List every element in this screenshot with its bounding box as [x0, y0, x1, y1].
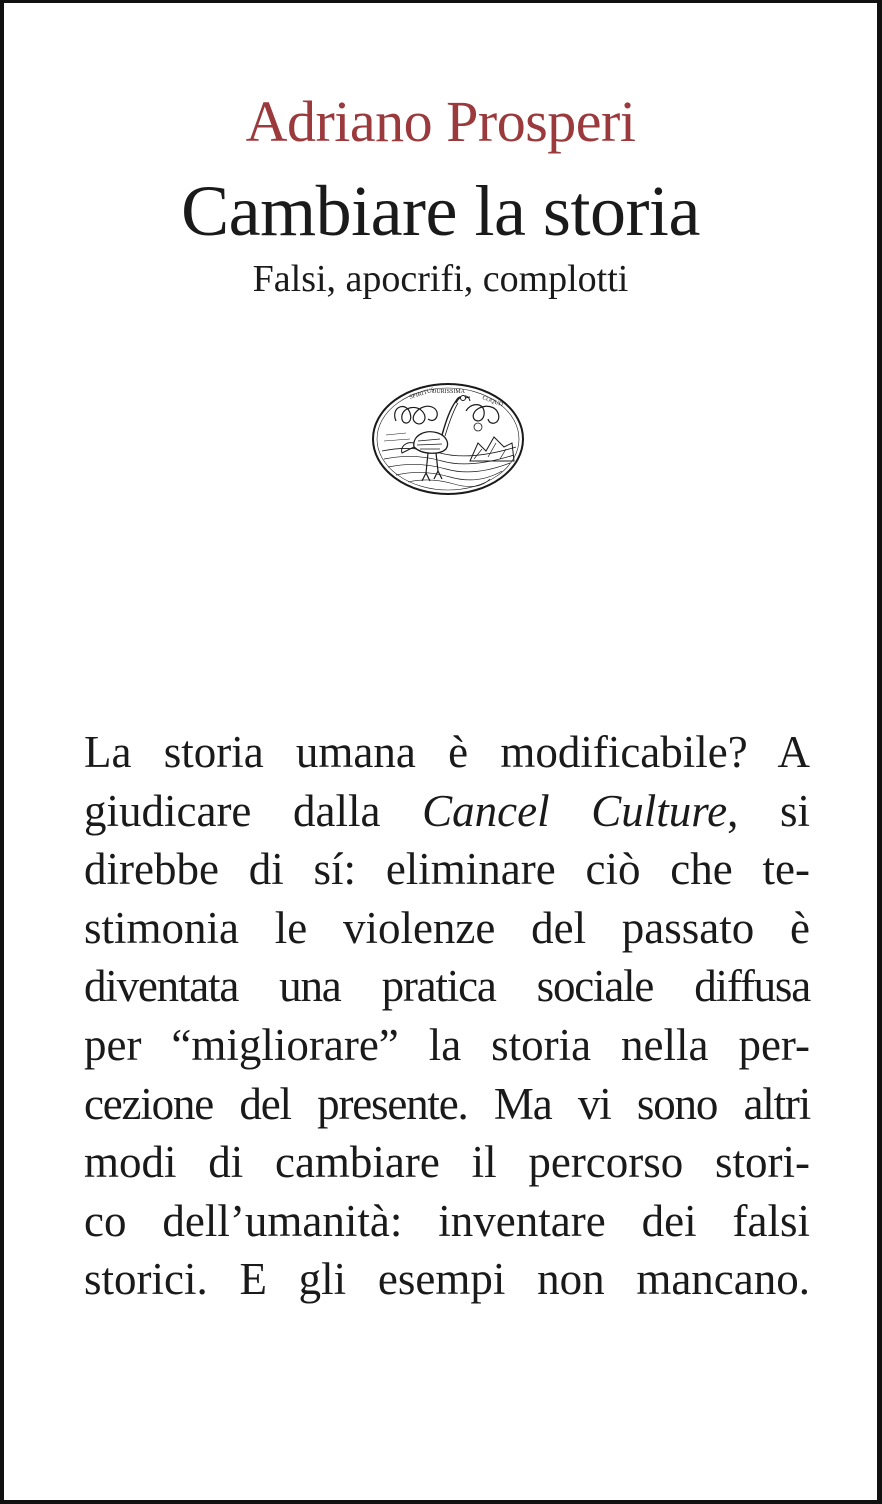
blurb-line: modi di cambiare il percorso stori-: [84, 1137, 810, 1188]
blurb-line: [84, 782, 810, 841]
blurb-line: direbbe di sí: eliminare ciò che te-: [84, 844, 810, 895]
blurb-line: per “migliorare” la storia nella per-: [84, 1019, 810, 1070]
blurb-line: storici. E gli esempi non mancano.: [84, 1254, 810, 1305]
einaudi-ostrich-emblem-icon: [370, 381, 526, 497]
blurb-line: stimonia le violenze del passato è: [84, 902, 810, 953]
blurb-line: cezione del presente. Ma vi sono altri: [84, 1078, 810, 1129]
book-title: Cambiare la storia: [181, 171, 700, 251]
blurb-line: diventata una pratica sociale diffusa: [84, 961, 810, 1012]
blurb-text: giudicare dalla: [84, 785, 423, 836]
author-name: Adriano Prosperi: [245, 89, 636, 154]
blurb-line: La storia umana è modificabile? A: [84, 727, 810, 777]
book-subtitle: Falsi, apocrifi, complotti: [252, 258, 629, 300]
svg-text:DURISSIMA: DURISSIMA: [432, 389, 466, 395]
blurb-line: co dell’umanità: inventare dei falsi: [84, 1195, 810, 1246]
blurb-text: , si: [727, 785, 810, 836]
blurb-italic-term: Cancel Culture: [422, 785, 728, 836]
svg-text:COQUIT: COQUIT: [481, 395, 505, 409]
back-cover-blurb: [84, 723, 810, 1309]
svg-text:SPIRITUS: SPIRITUS: [408, 387, 436, 401]
